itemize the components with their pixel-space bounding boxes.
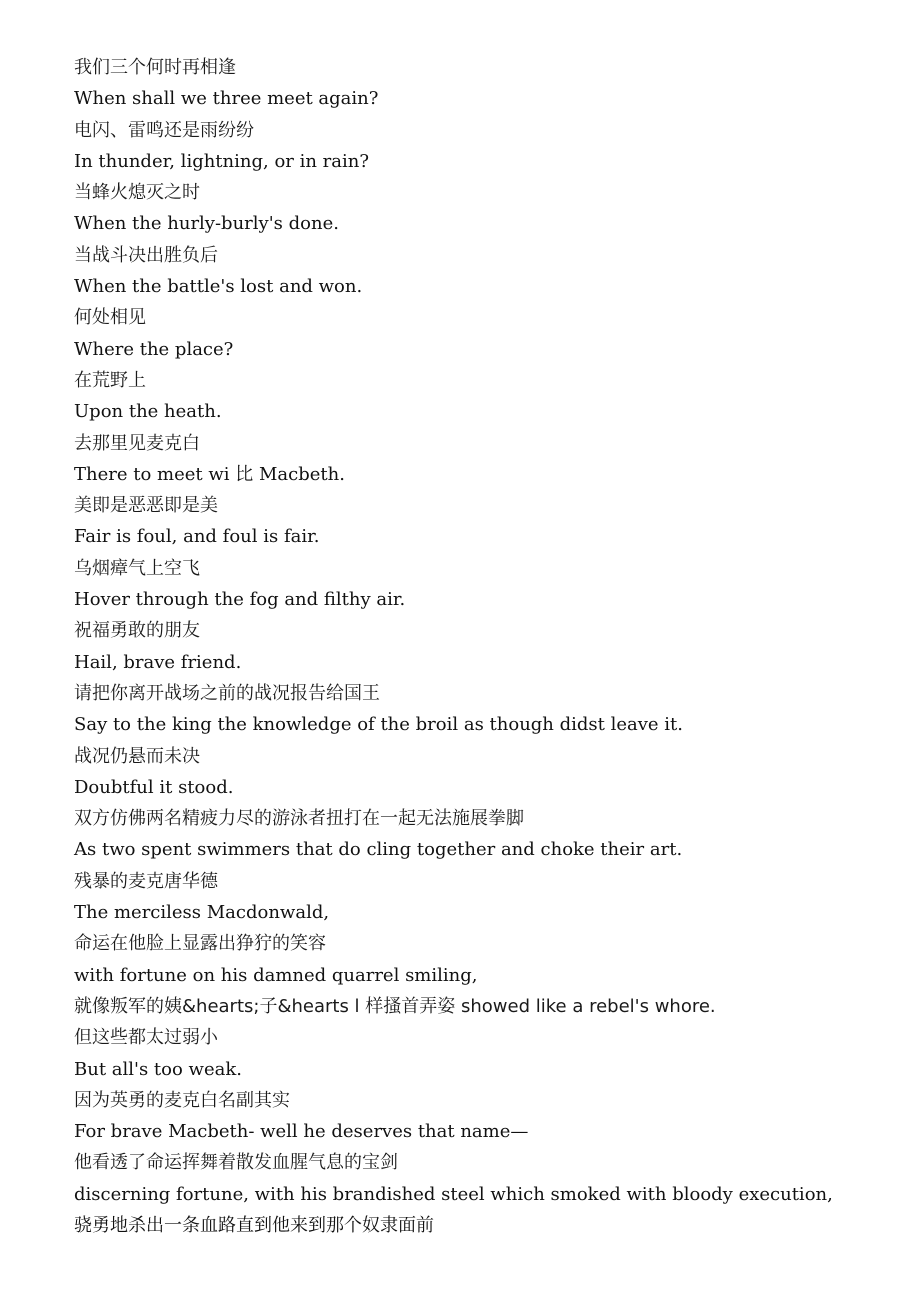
text-line: with fortune on his damned quarrel smiling, — [74, 964, 478, 986]
text-line: Say to the king the knowledge of the broil as though didst leave it. — [74, 714, 684, 736]
text-line: 我们三个何时再相逢 — [74, 57, 236, 78]
text-line: 但这些都太过弱小 — [74, 1027, 218, 1049]
text-line: In thunder, lightning, or in rain? — [74, 150, 370, 172]
text-line: There to meet wi 比 Macbeth. — [74, 463, 345, 485]
text-line: Where the place? — [74, 338, 234, 360]
text-line: 命运在他脸上显露出狰狞的笑容 — [74, 933, 326, 955]
text-line: 祝福勇敢的朋友 — [74, 620, 200, 642]
text-line: 何处相见 — [74, 307, 146, 329]
text-line: 双方仿佛两名精疲力尽的游泳者扭打在一起无法施展拳脚 — [74, 808, 524, 830]
text-line: 在荒野上 — [74, 369, 146, 391]
text-line: 电闪、雷鸣还是雨纷纷 — [74, 119, 254, 141]
text-line: 因为英勇的麦克白名副其实 — [74, 1089, 290, 1111]
text-line: 去那里见麦克白 — [74, 432, 200, 454]
text-line: As two spent swimmers that do cling together and choke their art. — [74, 839, 683, 861]
text-line: The merciless Macdonwald, — [74, 902, 330, 924]
text-line: 美即是恶恶即是美 — [74, 495, 218, 517]
text-line: 当战斗决出胜负后 — [74, 244, 218, 266]
text-line: 就像叛军的姨&hearts;子&hearts l 样搔首弄姿 showed like a rebel's whore. — [74, 995, 716, 1017]
text-line: Fair is foul, and foul is fair. — [74, 526, 320, 548]
text-line: When the battle's lost and won. — [74, 276, 363, 298]
text-line: 残暴的麦克唐华德 — [74, 870, 218, 892]
text-line: When shall we three meet again? — [74, 88, 379, 110]
text-line: But all's too weak. — [74, 1058, 242, 1080]
text-line: Hail, brave friend. — [74, 651, 242, 673]
text-line: 乌烟瘴气上空飞 — [74, 557, 200, 579]
text-line: 他看透了命运挥舞着散发血腥气息的宝剑 — [74, 1152, 398, 1174]
text-line: Hover through the fog and filthy air. — [74, 589, 406, 611]
document-page — [74, 52, 834, 1241]
text-line: 请把你离开战场之前的战况报告给国王 — [74, 682, 380, 704]
text-line: When the hurly-burly's done. — [74, 213, 339, 235]
text-line: 战况仍悬而未决 — [74, 745, 200, 767]
text-line: Upon the heath. — [74, 401, 222, 423]
text-line: For brave Macbeth- well he deserves that name— — [74, 1121, 529, 1143]
text-line: discerning fortune, with his brandished steel which smoked with bloody execution, 骁勇地杀出一条血路直到他来到那个奴隶面前 — [74, 1183, 833, 1236]
text-line: Doubtful it stood. — [74, 776, 234, 798]
text-line: 当蜂火熄灭之时 — [74, 182, 200, 204]
